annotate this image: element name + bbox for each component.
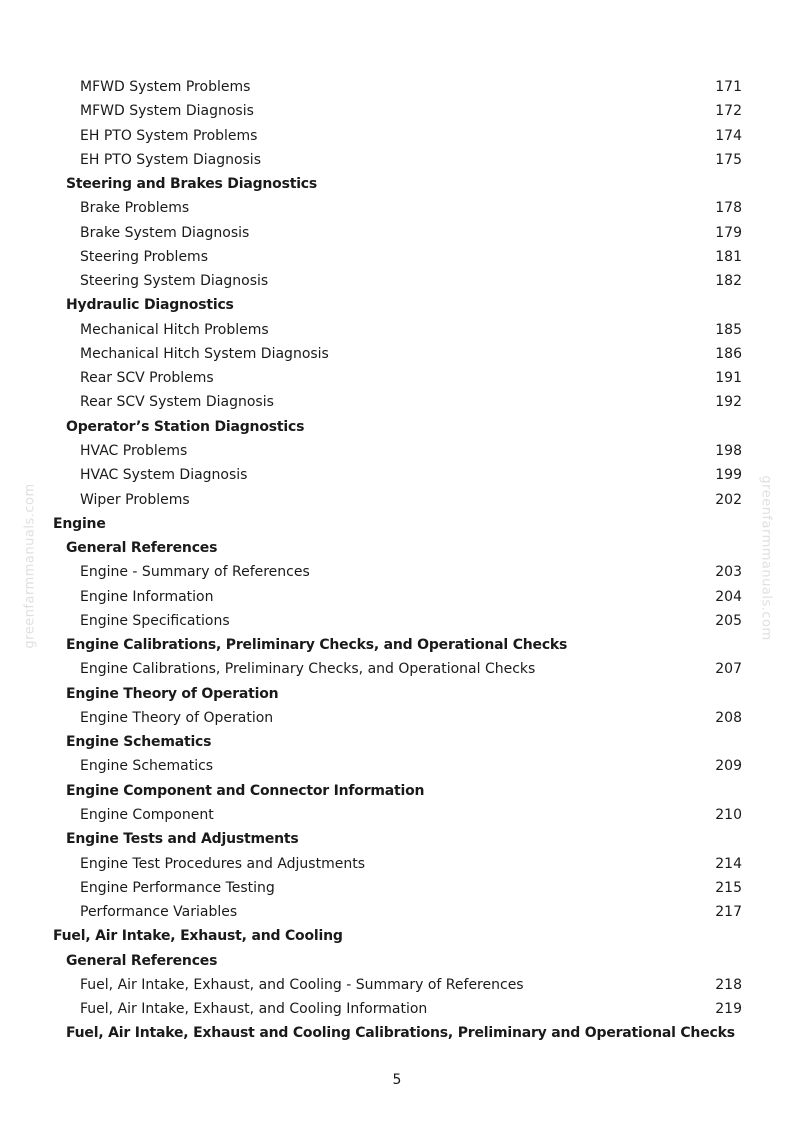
toc-entry-title: Steering System Diagnosis: [80, 273, 269, 290]
toc-entry[interactable]: [0, 803, 794, 827]
toc-entry[interactable]: [0, 609, 794, 633]
toc-entry-page-number: 172: [715, 103, 742, 120]
toc-entry[interactable]: [0, 124, 794, 148]
toc-entry-title: Fuel, Air Intake, Exhaust, and Cooling Information: [80, 1001, 428, 1018]
toc-entry-title: Mechanical Hitch Problems: [80, 321, 269, 338]
toc-entry-page-number: 215: [715, 879, 742, 896]
toc-entry[interactable]: [0, 148, 794, 172]
toc-entry-title: Engine Schematics: [80, 758, 214, 775]
toc-entry[interactable]: [0, 657, 794, 681]
toc-entry-title: Engine Performance Testing: [80, 879, 275, 896]
toc-subsection-heading: [0, 779, 794, 803]
toc-entry[interactable]: [0, 221, 794, 245]
toc-entry-page-number: 217: [715, 904, 742, 921]
toc-entry-title: MFWD System Problems: [80, 79, 251, 95]
toc-entry[interactable]: [0, 463, 794, 487]
toc-entry[interactable]: [0, 366, 794, 390]
toc-entry-title: Fuel, Air Intake, Exhaust and Cooling Calibrations, Preliminary and Operational Checks: [66, 1025, 735, 1042]
toc-entry-title: Hydraulic Diagnostics: [66, 297, 234, 314]
toc-entry-title: EH PTO System Diagnosis: [80, 151, 261, 168]
toc-entry-page-number: 191: [715, 370, 742, 387]
toc-entry-title: Engine Information: [80, 588, 214, 605]
toc-entry[interactable]: [0, 342, 794, 366]
toc-entry[interactable]: [0, 488, 794, 512]
toc-entry-title: Fuel, Air Intake, Exhaust, and Cooling - Summary of References: [80, 976, 524, 993]
toc-subsection-heading: [0, 172, 794, 196]
toc-subsection-heading: [0, 536, 794, 560]
toc-subsection-heading: [0, 415, 794, 439]
toc-entry[interactable]: [0, 852, 794, 876]
toc-section-heading: [0, 512, 794, 536]
toc-entry[interactable]: [0, 318, 794, 342]
toc-entry-page-number: 186: [715, 345, 742, 362]
toc-entry-page-number: 205: [715, 612, 742, 629]
toc-entry-page-number: 185: [715, 321, 742, 338]
toc-entry-page-number: 181: [715, 248, 742, 265]
toc-entry-title: Engine Calibrations, Preliminary Checks, and Operational Checks: [80, 661, 536, 678]
toc-entry-title: Engine Theory of Operation: [80, 709, 274, 726]
toc-entry-page-number: 178: [715, 200, 742, 217]
toc-entry[interactable]: [0, 99, 794, 123]
toc-entry-page-number: 208: [715, 709, 742, 726]
toc-entry-title: HVAC System Diagnosis: [80, 467, 248, 484]
watermark-right: greenfarmmanuals.com: [758, 475, 774, 641]
toc-entry-title: Operator’s Station Diagnostics: [66, 418, 305, 435]
toc-subsection-heading: [0, 633, 794, 657]
toc-entry-title: Engine Test Procedures and Adjustments: [80, 855, 365, 872]
toc-entry-page-number: 214: [715, 855, 742, 872]
toc-entry-page-number: 219: [715, 1001, 742, 1018]
toc-entry-title: Fuel, Air Intake, Exhaust, and Cooling: [53, 928, 343, 945]
toc-subsection-heading: [0, 949, 794, 973]
toc-entry-title: Brake System Diagnosis: [80, 224, 250, 241]
toc-entry-title: Engine Component: [80, 806, 214, 823]
toc-entry-title: General References: [66, 952, 218, 969]
toc-entry[interactable]: [0, 245, 794, 269]
toc-entry[interactable]: [0, 900, 794, 924]
toc-entry-title: HVAC Problems: [80, 442, 188, 459]
toc-entry-title: Engine - Summary of References: [80, 564, 310, 581]
toc-entry[interactable]: [0, 196, 794, 220]
toc-entry-title: Engine Specifications: [80, 612, 230, 629]
toc-entry[interactable]: [0, 973, 794, 997]
toc-subsection-heading: [0, 730, 794, 754]
toc-entry-page-number: 209: [715, 758, 742, 775]
toc-entry-page-number: 192: [715, 394, 742, 411]
toc-entry-title: Engine Calibrations, Preliminary Checks, and Operational Checks: [66, 637, 568, 654]
toc-entry-page-number: 210: [715, 806, 742, 823]
toc-entry-page-number: 179: [715, 224, 742, 241]
toc-entry-title: Engine: [53, 515, 106, 532]
toc-entry-title: Engine Component and Connector Information: [66, 782, 425, 799]
table-of-contents: [0, 75, 794, 1046]
toc-entry-title: Brake Problems: [80, 200, 190, 217]
toc-entry[interactable]: [0, 876, 794, 900]
toc-entry-page-number: 175: [715, 151, 742, 168]
toc-entry-page-number: 203: [715, 564, 742, 581]
toc-entry-page-number: 207: [715, 661, 742, 678]
toc-entry-page-number: 199: [715, 467, 742, 484]
toc-entry-title: Mechanical Hitch System Diagnosis: [80, 345, 329, 362]
toc-entry-page-number: 182: [715, 273, 742, 290]
toc-entry[interactable]: [0, 390, 794, 414]
toc-entry-title: Rear SCV System Diagnosis: [80, 394, 274, 411]
toc-subsection-heading: [0, 293, 794, 317]
toc-entry[interactable]: [0, 560, 794, 584]
toc-entry-title: Engine Schematics: [66, 734, 212, 751]
toc-section-heading: [0, 924, 794, 948]
toc-entry[interactable]: [0, 439, 794, 463]
toc-entry-title: EH PTO System Problems: [80, 127, 258, 144]
toc-entry-title: Performance Variables: [80, 904, 238, 921]
toc-subsection-heading: [0, 682, 794, 706]
toc-entry-title: Engine Theory of Operation: [66, 685, 279, 702]
toc-subsection-heading: [0, 827, 794, 851]
toc-entry[interactable]: [0, 997, 794, 1021]
toc-entry-title: Wiper Problems: [80, 491, 190, 508]
toc-entry-page-number: 204: [715, 588, 742, 605]
toc-subsection-heading: [0, 1021, 794, 1045]
toc-entry-page-number: 198: [715, 442, 742, 459]
page-number: 5: [392, 1072, 402, 1088]
watermark-left: greenfarmmanuals.com: [22, 483, 38, 649]
toc-entry-title: Steering Problems: [80, 248, 208, 265]
toc-entry[interactable]: [0, 75, 794, 99]
toc-entry-page-number: 202: [715, 491, 742, 508]
toc-entry-page-number: 171: [715, 79, 742, 95]
toc-entry-page-number: 174: [715, 127, 742, 144]
toc-entry[interactable]: [0, 754, 794, 778]
toc-entry-page-number: 218: [715, 976, 742, 993]
toc-entry[interactable]: [0, 706, 794, 730]
toc-entry-title: MFWD System Diagnosis: [80, 103, 254, 120]
toc-entry-title: Steering and Brakes Diagnostics: [66, 176, 318, 193]
toc-entry[interactable]: [0, 585, 794, 609]
toc-entry-title: General References: [66, 540, 218, 557]
toc-entry[interactable]: [0, 269, 794, 293]
toc-entry-title: Engine Tests and Adjustments: [66, 831, 299, 848]
toc-entry-title: Rear SCV Problems: [80, 370, 214, 387]
